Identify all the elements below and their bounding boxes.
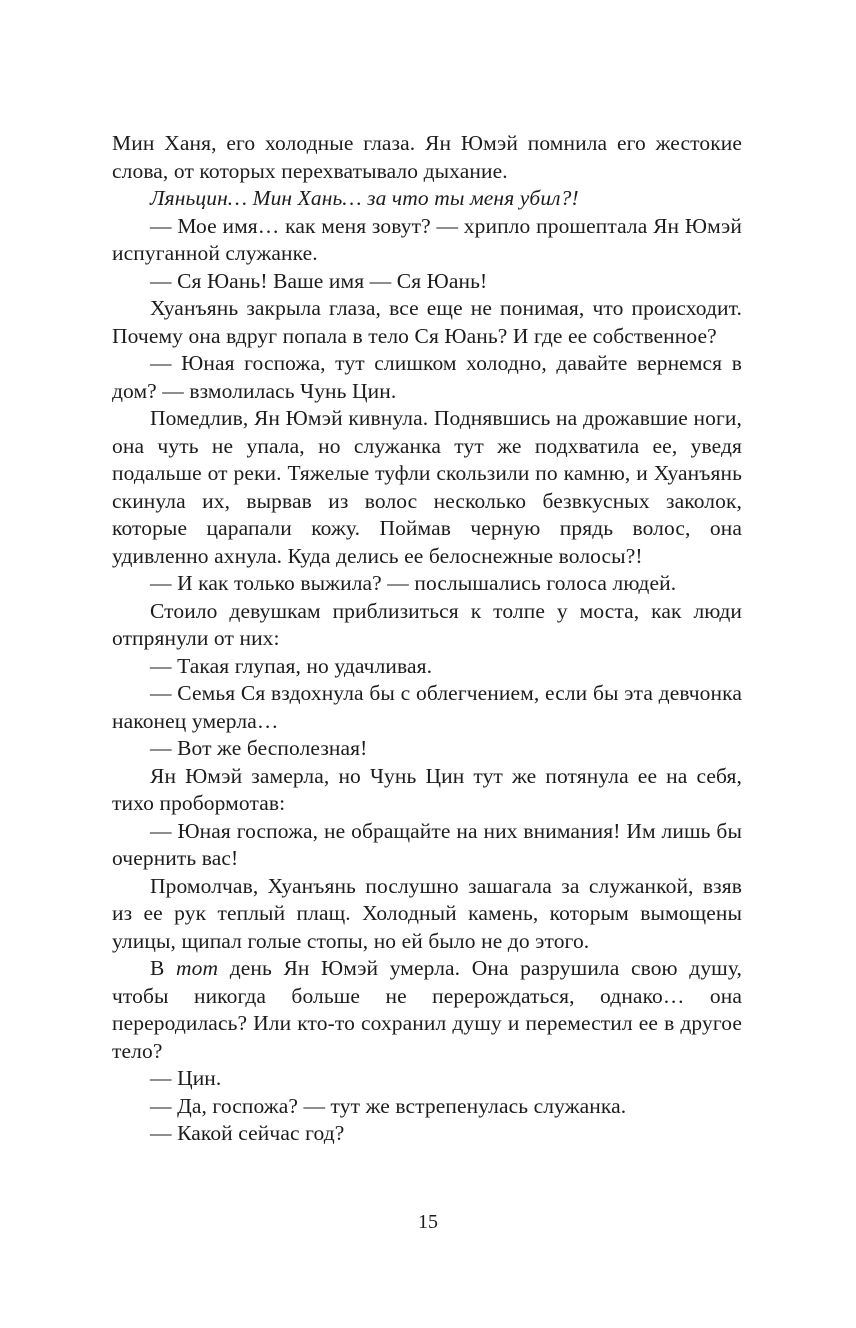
paragraph xyxy=(112,1093,742,1121)
text-segment: — Семья Ся вздохнула бы с облегчением, если бы эта девчонка наконец умерла… xyxy=(112,681,742,733)
page-number: 15 xyxy=(418,1211,438,1233)
text-segment: — Да, госпожа? — тут же встрепенулась служанка. xyxy=(150,1093,627,1118)
paragraph xyxy=(112,268,742,296)
text-segment: — Вот же бесполезная! xyxy=(150,736,368,760)
text-segment: — Юная госпожа, не обращайте на них внимания! Им лишь бы очернить вас! xyxy=(112,818,742,870)
paragraph xyxy=(112,185,742,213)
paragraph xyxy=(112,680,742,735)
text-segment: В xyxy=(150,956,177,980)
paragraph xyxy=(112,763,742,818)
paragraph xyxy=(112,570,742,598)
paragraph xyxy=(112,735,742,763)
text-segment: Хуанъянь закрыла глаза, все еще не понимая, что происходит. Почему она вдруг попала в тело Ся Юань? И где ее собственное? xyxy=(112,296,742,348)
text-segment: Ян Юмэй замерла, но Чунь Цин тут же потянула ее на себя, тихо пробормотав: xyxy=(112,763,742,815)
text-segment: Помедлив, Ян Юмэй кивнула. Поднявшись на дрожавшие ноги, она чуть не упала, но служанка тут же подхватила ее, уведя подальше от реки. Тяжелые туфли скользили по камню, и Хуанъянь скинула их, вырвав из волос несколько безвкусных заколок, которые царапали кожу. Поймав черную прядь волос, она удивленно ахнула. Куда делись ее белоснежные волосы?! xyxy=(112,406,742,568)
text-segment: — И как только выжила? — послышались голоса людей. xyxy=(150,571,677,595)
text-segment: — Такая глупая, но удачливая. xyxy=(150,653,433,678)
text-segment: Мин Ханя, его холодные глаза. Ян Юмэй помнила его жестокие слова, от которых перехватывало дыхание. xyxy=(112,131,742,183)
body-text xyxy=(112,130,742,1148)
paragraph xyxy=(112,130,742,185)
paragraph xyxy=(112,955,742,1065)
paragraph xyxy=(112,405,742,570)
text-segment: — Цин. xyxy=(150,1066,222,1090)
paragraph xyxy=(112,295,742,350)
italic-text-segment: тот xyxy=(176,956,219,980)
paragraph xyxy=(112,873,742,956)
paragraph xyxy=(112,653,742,681)
paragraph xyxy=(112,1065,742,1093)
paragraph xyxy=(112,213,742,268)
text-segment: — Юная госпожа, тут слишком холодно, давайте вернемся в дом? — взмолилась Чунь Цин. xyxy=(112,351,742,403)
paragraph xyxy=(112,598,742,653)
text-segment: — Ся Юань! Ваше имя — Ся Юань! xyxy=(150,268,488,293)
italic-text-segment: Ляньцин… Мин Хань… за что ты меня убил?! xyxy=(150,186,579,210)
paragraph xyxy=(112,350,742,405)
text-segment: Стоило девушкам приблизиться к толпе у моста, как люди отпрянули от них: xyxy=(112,598,742,650)
text-segment: — Мое имя… как меня зовут? — хрипло прошептала Ян Юмэй испуганной служанке. xyxy=(112,213,742,265)
text-segment: — Какой сейчас год? xyxy=(150,1121,345,1145)
paragraph xyxy=(112,1120,742,1148)
paragraph xyxy=(112,818,742,873)
text-segment: день Ян Юмэй умерла. Она разрушила свою душу, чтобы никогда больше не перерождаться, однако… она переродилась? Или кто-то сохранил душу и переместил ее в другое тело? xyxy=(112,956,743,1063)
text-segment: Промолчав, Хуанъянь послушно зашагала за служанкой, взяв из ее рук теплый плащ. Холодный камень, которым вымощены улицы, щипал голые стопы, но ей было не до этого. xyxy=(112,873,742,953)
